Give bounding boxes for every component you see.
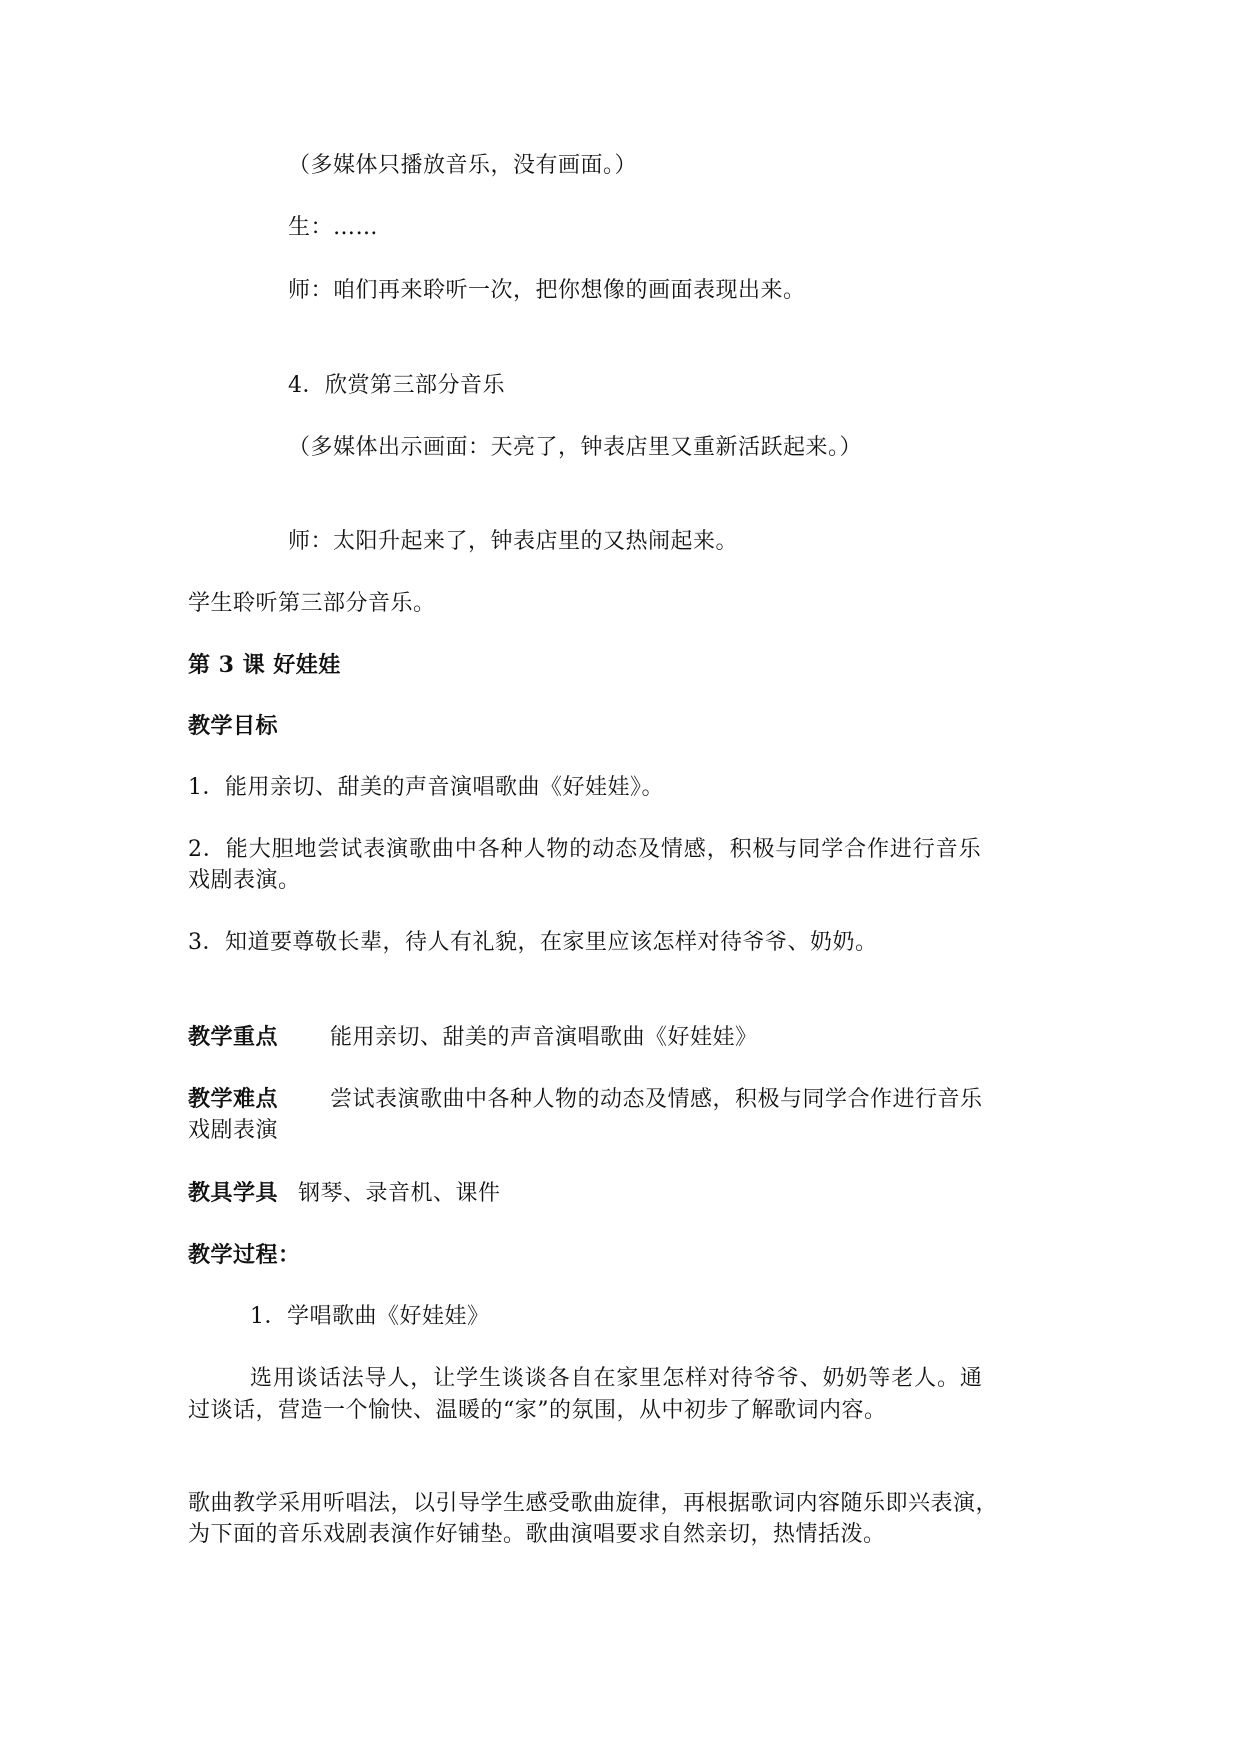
teaching-goals-heading: 教学目标 xyxy=(188,713,279,739)
difficulty-label: 教学难点 xyxy=(188,1086,279,1112)
paragraph-2-line-2: 为下面的音乐戏剧表演作好铺垫。歌曲演唱要求自然亲切，热情括泼。 xyxy=(188,1522,886,1547)
goal-item-1: 1．能用亲切、甜美的声音演唱歌曲《好娃娃》。 xyxy=(188,775,664,800)
key-point-label: 教学重点 xyxy=(188,1024,279,1050)
student-listen-line: 学生聆听第三部分音乐。 xyxy=(188,591,436,616)
student-response: 生：…… xyxy=(288,215,379,240)
goal-item-2-line-2: 戏剧表演。 xyxy=(188,868,301,893)
goal-item-3: 3．知道要尊敬长辈，待人有礼貌，在家里应该怎样对待爷爷、奶奶。 xyxy=(188,930,878,955)
lesson-title: 第 3 课 好娃娃 xyxy=(188,652,341,678)
paragraph-1-line-2: 过谈话，营造一个愉快、温暖的“家”的氛围，从中初步了解歌词内容。 xyxy=(188,1398,887,1423)
materials-label: 教具学具 xyxy=(188,1180,279,1206)
teacher-line-listen-again: 师：咱们再来聆听一次，把你想像的画面表现出来。 xyxy=(288,278,806,303)
paragraph-1-line-1: 选用谈话法导人，让学生谈谈各自在家里怎样对待爷爷、奶奶等老人。通 xyxy=(250,1366,983,1391)
process-step-1: 1．学唱歌曲《好娃娃》 xyxy=(250,1304,490,1329)
materials-text: 钢琴、录音机、课件 xyxy=(298,1181,501,1206)
difficulty-text-line-2: 戏剧表演 xyxy=(188,1118,279,1143)
materials-row xyxy=(188,1178,501,1209)
key-point-row xyxy=(188,1022,758,1053)
teaching-process-heading: 教学过程： xyxy=(188,1242,301,1268)
key-point-text: 能用亲切、甜美的声音演唱歌曲《好娃娃》 xyxy=(330,1025,758,1050)
section-heading-part-three: 4．欣赏第三部分音乐 xyxy=(288,373,505,398)
paragraph-2-line-1: 歌曲教学采用听唱法，以引导学生感受歌曲旋律，再根据歌词内容随乐即兴表演， xyxy=(188,1491,999,1516)
teacher-line-sunrise: 师：太阳升起来了，钟表店里的又热闹起来。 xyxy=(288,529,739,554)
stage-note-music-only: （多媒体只播放音乐，没有画面。） xyxy=(288,153,638,178)
difficulty-text: 尝试表演歌曲中各种人物的动态及情感，积极与同学合作进行音乐 xyxy=(330,1087,983,1112)
goal-item-2-line-1: 2．能大胆地尝试表演歌曲中各种人物的动态及情感，积极与同学合作进行音乐 xyxy=(188,837,982,862)
stage-note-dawn: （多媒体出示画面：天亮了，钟表店里又重新活跃起来。） xyxy=(288,435,863,460)
difficulty-row xyxy=(188,1084,983,1115)
